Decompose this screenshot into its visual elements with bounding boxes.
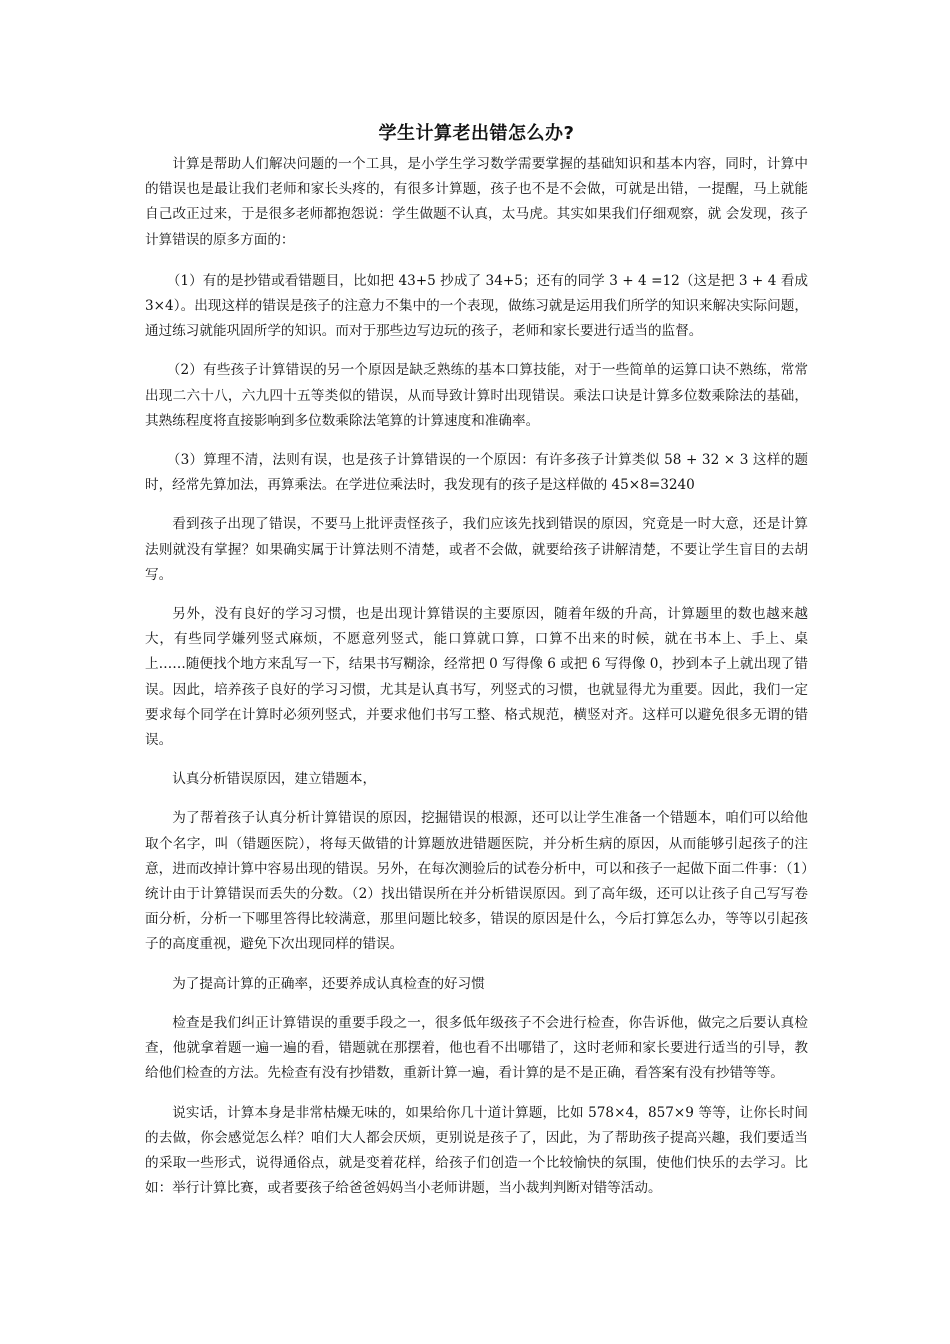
paragraph-heading-checking: 为了提高计算的正确率，还要养成认真检查的好习惯	[172, 975, 485, 992]
paragraph-habits: 另外，没有良好的学习习惯，也是出现计算错误的主要原因，随着年级的升高，计算题里的数也越来越大，有些同学嫌列竖式麻烦，不愿意列竖式，能口算就口算，口算不出来的时候，就在书本上、手上、桌上……随便找个地方来乱写一下，结果书写糊涂，经常把 0 写得像 6 或把 6 写得像 0，抄到本子上就出现了错误。因此，培养孩子良好的学习习惯，尤其是认真书写，列竖式的习惯，也就显得尤为重要。因此，我们一定要求每个同学在计算时必须列竖式，并要求他们书写工整、格式规范，横竖对齐。这样可以避免很多无谓的错误。	[145, 606, 808, 749]
paragraph-checking: 检查是我们纠正计算错误的重要手段之一，很多低年级孩子不会进行检查，你告诉他，做完之后要认真检查，他就拿着题一遍一遍的看，错题就在那摆着，他也看不出哪错了，这时老师和家长要进行适当的引导，教给他们检查的方法。先检查有没有抄错数，重新计算一遍，看计算的是不是正确，看答案有没有抄错等等。	[145, 1014, 808, 1082]
paragraph-error-book: 为了帮着孩子认真分析计算错误的原因，挖掘错误的根源，还可以让学生准备一个错题本，咱们可以给他取个名字，叫（错题医院），将每天做错的计算题放进错题医院，并分析生病的原因，从而能够引起孩子的注意，进而改掉计算中容易出现的错误。另外，在每次测验后的试卷分析中，可以和孩子一起做下面二件事：（1）统计由于计算错误而丢失的分数。（2）找出错误所在并分析错误原因。到了高年级，还可以让孩子自己写写卷面分析，分析一下哪里答得比较满意，那里问题比较多，错误的原因是什么，今后打算怎么办，等等以引起孩子的高度重视，避免下次出现同样的错误。	[145, 810, 808, 953]
paragraph-intro: 计算是帮助人们解决问题的一个工具，是小学生学习数学需要掌握的基础知识和基本内容，同时，计算中的错误也是最让我们老师和家长头疼的，有很多计算题，孩子也不是不会做，可就是出错，一提醒，马上就能自己改正过来，于是很多老师都抱怨说：学生做题不认真，太马虎。其实如果我们仔细观察，就 会发现，孩子计算错误的原多方面的：	[145, 156, 808, 248]
paragraph-find-cause: 看到孩子出现了错误，不要马上批评责怪孩子，我们应该先找到错误的原因，究竟是一时大意，还是计算法则就没有掌握？如果确实属于计算法则不清楚，或者不会做，就要给孩子讲解清楚，不要让学生盲目的去胡写。	[145, 516, 808, 583]
paragraph-point-1: （1）有的是抄错或看错题目，比如把 43+5 抄成了 34+5；还有的同学 3 + 4 =12（这是把 3 + 4 看成 3×4）。出现这样的错误是孩子的注意力不集中的一个表现，做练习就是运用我们所学的知识来解决实际问题，通过练习就能巩固所学的知识。而对于那些边写边玩的孩子，老师和家长要进行适当的监督。	[145, 272, 808, 340]
document-page	[145, 122, 808, 1215]
paragraph-heading-error-book: 认真分析错误原因，建立错题本，	[172, 771, 377, 788]
paragraph-point-2: （2）有些孩子计算错误的另一个原因是缺乏熟练的基本口算技能，对于一些简单的运算口诀不熟练，常常出现二六十八，六九四十五等类似的错误，从而导致计算时出现错误。乘法口诀是计算多位数乘除法的基础，其熟练程度将直接影响到多位数乘除法笔算的计算速度和准确率。	[145, 362, 808, 429]
paragraph-point-3: （3）算理不清，法则有误，也是孩子计算错误的一个原因：有许多孩子计算类似 58 + 32 × 3 这样的题时，经常先算加法，再算乘法。在学进位乘法时，我发现有的孩子是这样做的 45×8=3240	[145, 452, 808, 494]
paragraph-interest: 说实话，计算本身是非常枯燥无味的，如果给你几十道计算题，比如 578×4，857×9 等等，让你长时间的去做，你会感觉怎么样？咱们大人都会厌烦，更别说是孩子了，因此，为了帮助孩子提高兴趣，我们要适当的采取一些形式，说得通俗点，就是变着花样，给孩子们创造一个比较愉快的氛围，使他们快乐的去学习。比如：举行计算比赛，或者要孩子给爸爸妈妈当小老师讲题，当小裁判判断对错等活动。	[145, 1104, 808, 1197]
document-title: 学生计算老出错怎么办?	[378, 123, 575, 144]
